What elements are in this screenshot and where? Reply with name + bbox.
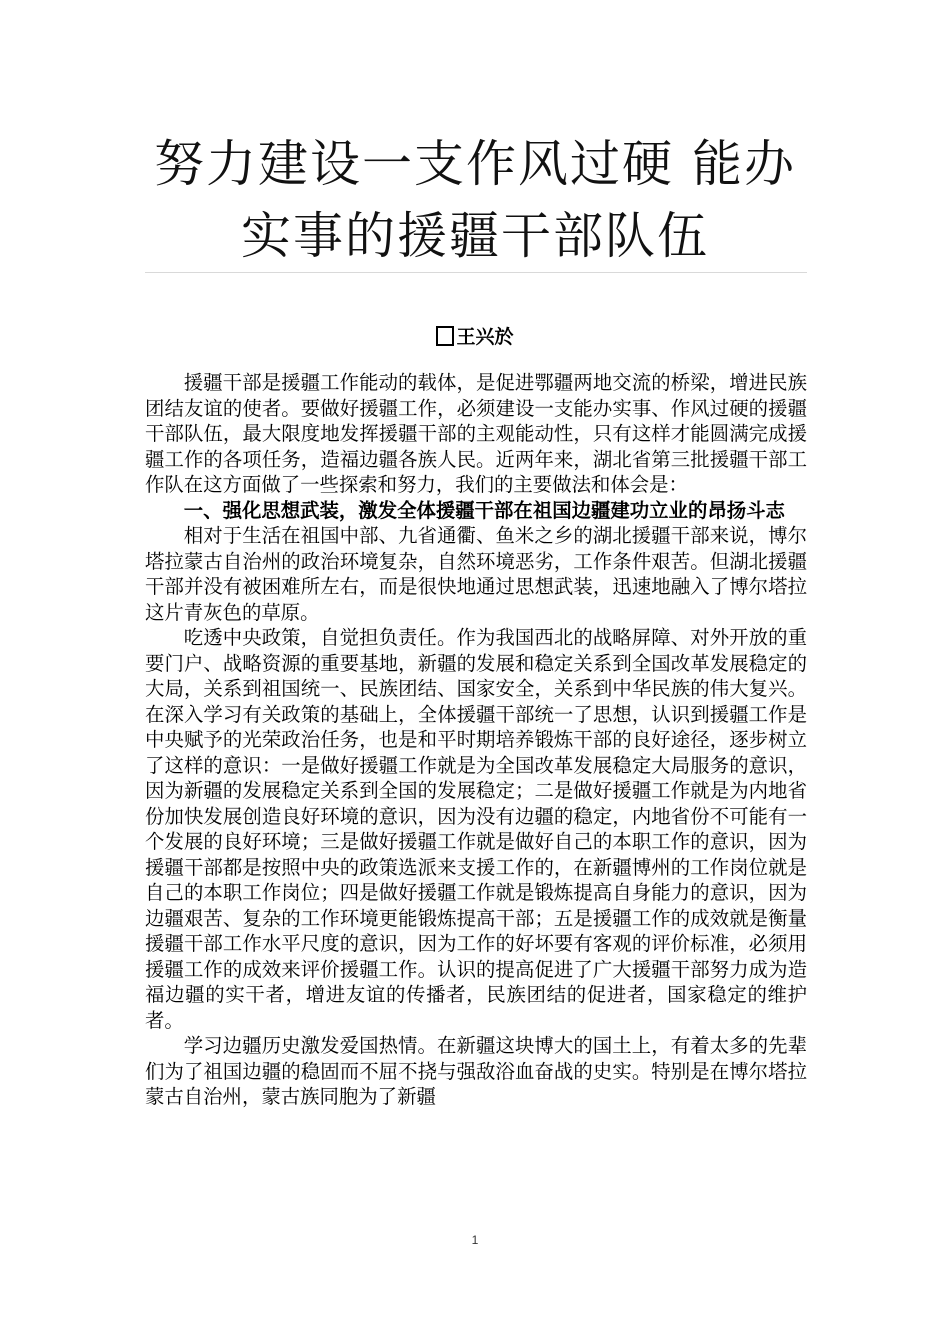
paragraph-2: 相对于生活在祖国中部、九省通衢、鱼米之乡的湖北援疆干部来说，博尔塔拉蒙古自治州的政治环境复杂，自然环境恶劣，工作条件艰苦。但湖北援疆干部并没有被困难所左右，而是很快地通过思想武装，迅速地融入了博尔塔拉这片青灰色的草原。 (145, 524, 807, 624)
article-body (145, 370, 807, 1110)
title-line-2: 实事的援疆干部队伍 (241, 207, 709, 265)
page-number: 1 (471, 1233, 479, 1247)
section-heading-1: 一、强化思想武装，激发全体援疆干部在祖国边疆建功立业的昂扬斗志 (183, 498, 785, 522)
title-divider (145, 272, 807, 273)
author-name: 王兴於 (456, 326, 514, 348)
title-line-1: 努力建设一支作风过硬 能办 (154, 135, 796, 193)
document-title (145, 128, 805, 272)
author-line (0, 322, 950, 352)
paragraph-intro: 援疆干部是援疆工作能动的载体，是促进鄂疆两地交流的桥梁，增进民族团结友谊的使者。要做好援疆工作，必须建设一支能办实事、作风过硬的援疆干部队伍，最大限度地发挥援疆干部的主观能动性，只有这样才能圆满完成援疆工作的各项任务，造福边疆各族人民。近两年来，湖北省第三批援疆干部工作队在这方面做了一些探索和努力，我们的主要做法和体会是： (145, 371, 807, 496)
paragraph-3: 吃透中央政策，自觉担负责任。作为我国西北的战略屏障、对外开放的重要门户、战略资源的重要基地，新疆的发展和稳定关系到全国改革发展稳定的大局，关系到祖国统一、民族团结、国家安全，关系到中华民族的伟大复兴。在深入学习有关政策的基础上，全体援疆干部统一了思想，认识到援疆工作是中央赋予的光荣政治任务，也是和平时期培养锻炼干部的良好途径，逐步树立了这样的意识：一是做好援疆工作就是为全国改革发展稳定大局服务的意识，因为新疆的发展稳定关系到全国的发展稳定；二是做好援疆工作就是为内地省份加快发展创造良好环境的意识，因为没有边疆的稳定，内地省份不可能有一个发展的良好环境；三是做好援疆工作就是做好自己的本职工作的意识，因为援疆干部都是按照中央的政策选派来支援工作的，在新疆博州的工作岗位就是自己的本职工作岗位；四是做好援疆工作就是锻炼提高自身能力的意识，因为边疆艰苦、复杂的工作环境更能锻炼提高干部；五是援疆工作的成效就是衡量援疆干部工作水平尺度的意识，因为工作的好坏要有客观的评价标准，必须用援疆工作的成效来评价援疆工作。认识的提高促进了广大援疆干部努力成为造福边疆的实干者，增进友谊的传播者，民族团结的促进者，国家稳定的维护者。 (145, 626, 807, 1032)
author-marker-icon (436, 326, 454, 346)
paragraph-4: 学习边疆历史激发爱国热情。在新疆这块博大的国土上，有着太多的先辈们为了祖国边疆的稳固而不屈不挠与强敌浴血奋战的史实。特别是在博尔塔拉蒙古自治州，蒙古族同胞为了新疆 (145, 1034, 807, 1108)
